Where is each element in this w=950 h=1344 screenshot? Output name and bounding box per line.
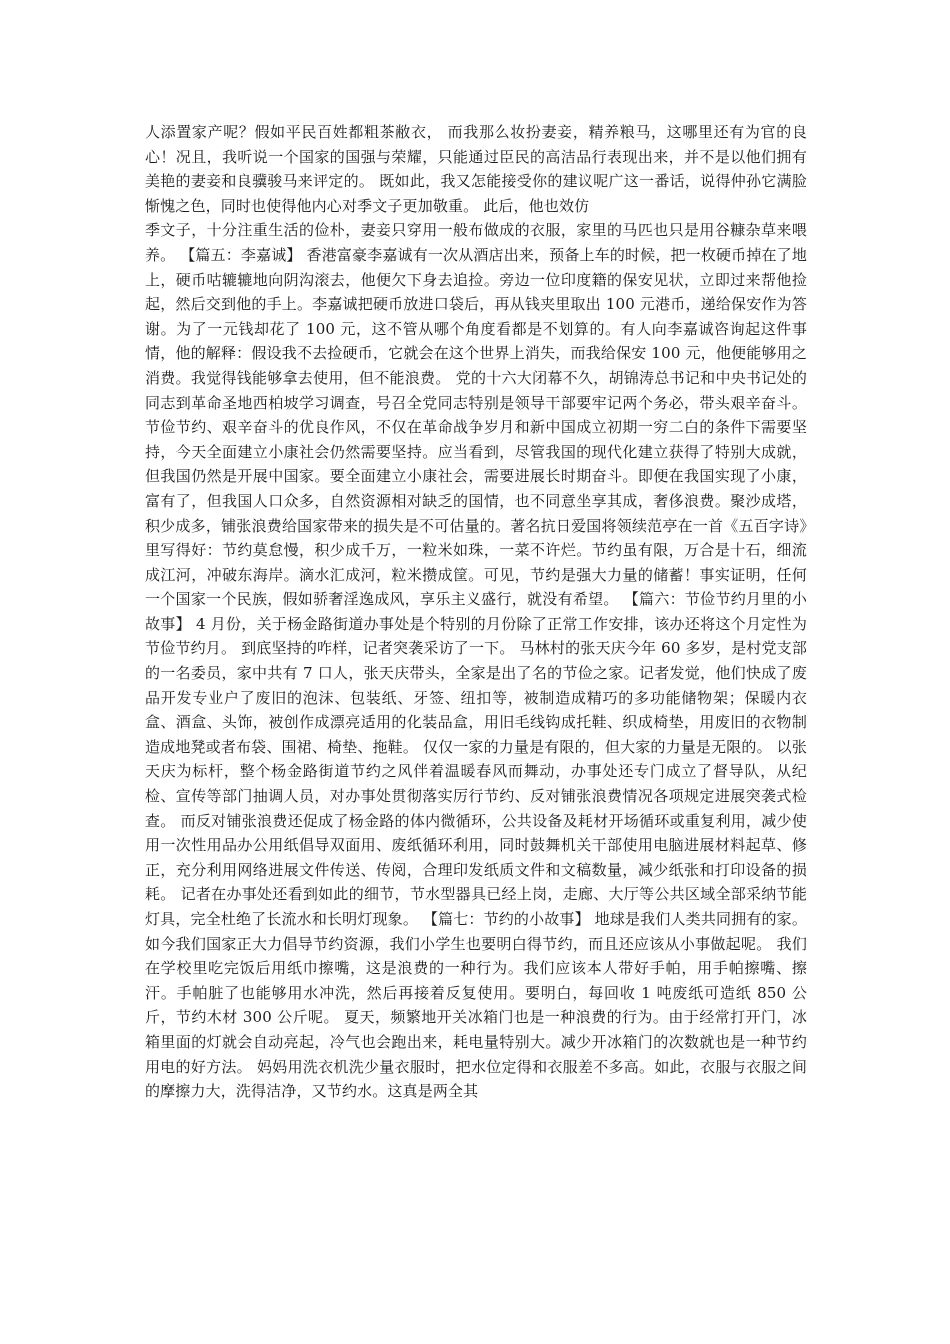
body-paragraph: 季文子，十分注重生活的俭朴，妻妾只穿用一般布做成的衣服，家里的马匹也只是用谷糠杂草来喂养。 【篇五：李嘉诚】 香港富豪李嘉诚有一次从酒店出来，预备上车的时候，把一枚硬币掉在了地上，硬币咕辘辘地向阴沟滚去，他便欠下身去追捡。旁边一位印度籍的保安见状，立即过来帮他捡起，然后交到他的手上。李嘉诚把硬币放进口袋后，再从钱夹里取出 100 元港币，递给保安作为答谢。为了一元钱却花了 100 元，这不管从哪个角度看都是不划算的。有人向李嘉诚咨询起这件事情，他的解释：假设我不去捡硬币，它就会在这个世界上消失，而我给保安 100 元，他便能够用之消费。我觉得钱能够拿去使用，但不能浪费。 党的十六大闭幕不久，胡锦涛总书记和中央书记处的同志到革命圣地西柏坡学习调查，号召全党同志特别是领导干部要牢记两个务必，带头艰辛奋斗。节俭节约、艰辛奋斗的优良作风，不仅在革命战争岁月和新中国成立初期一穷二白的条件下需要坚持，今天全面建立小康社会仍然需要坚持。应当看到，尽管我国的现代化建立获得了特别大成就，但我国仍然是开展中国家。要全面建立小康社会，需要进展长时期奋斗。即便在我国实现了小康，富有了，但我国人口众多，自然资源相对缺乏的国情，也不同意坐享其成，奢侈浪费。聚沙成塔，积少成多，铺张浪费给国家带来的损失是不可估量的。著名抗日爱国将领续范亭在一首《五百字诗》里写得好：节约莫怠慢，积少成千万，一粒米如珠，一菜不许烂。节约虽有限，万合是十石，细流成江河，冲破东海岸。滴水汇成河，粒米攒成筐。可见，节约是强大力量的储蓄！事实证明，任何一个国家一个民族，假如骄奢淫逸成风，享乐主义盛行，就没有希望。 【篇六：节俭节约月里的小故事】 4 月份，关于杨金路街道办事处是个特别的月份除了正常工作安排，该办还将这个月定性为节俭节约月。 到底坚持的咋样，记者突袭采访了一下。 马林村的张天庆今年 60 多岁，是村党支部的一名委员，家中共有 7 口人，张天庆带头，全家是出了名的节俭之家。记者发觉，他们快成了废品开发专业户了废旧的泡沫、包装纸、牙签、纽扣等，被制造成精巧的多功能储物架；保暖内衣盒、酒盒、头饰，被创作成漂亮适用的化装品盒，用旧毛线钩成托鞋、织成椅垫，用废旧的衣物制造成地凳或者布袋、围裙、椅垫、拖鞋。 仅仅一家的力量是有限的，但大家的力量是无限的。 以张天庆为标杆，整个杨金路街道节约之风伴着温暖春风而舞动，办事处还专门成立了督导队，从纪检、宣传等部门抽调人员，对办事处贯彻落实厉行节约、反对铺张浪费情况各项规定进展突袭式检查。 而反对铺张浪费还促成了杨金路的体内微循环，公共设备及耗材开场循环或重复利用，减少使用一次性用品办公用纸倡导双面用、废纸循环利用，同时鼓舞机关干部使用电脑进展材料起草、修正，充分利用网络进展文件传送、传阅，合理印发纸质文件和文稿数量，减少纸张和打印设备的损耗。 记者在办事处还看到如此的细节，节水型器具已经上岗，走廊、大厅等公共区域全部采纳节能灯具，完全杜绝了长流水和长明灯现象。 【篇七：节约的小故事】 地球是我们人类共同拥有的家。如今我们国家正大力倡导节约资源，我们小学生也要明白得节约，而且还应该从小事做起呢。 我们在学校里吃完饭后用纸巾擦嘴，这是浪费的一种行为。我们应该本人带好手帕，用手帕擦嘴、擦汗。手帕脏了也能够用水冲洗，然后再接着反复使用。要明白，每回收 1 吨废纸可造纸 850 公斤，节约木材 300 公斤呢。 夏天，频繁地开关冰箱门也是一种浪费的行为。由于经常打开门，冰箱里面的灯就会自动亮起，冷气也会跑出来，耗电量特别大。减少开冰箱门的次数就也是一种节约用电的好方法。 妈妈用洗衣机洗少量衣服时，把水位定得和衣服差不多高。如此，衣服与衣服之间的摩擦力大，洗得洁净，又节约水。这真是两全其: [145, 221, 807, 1101]
body-paragraph: 人添置家产呢？假如平民百姓都粗茶敝衣， 而我那么妆扮妻妾，精养粮马，这哪里还有为官的良心！况且，我听说一个国家的国强与荣耀，只能通过臣民的高洁品行表现出来，并不是以他们拥有美艳的妻妾和良骥骏马来评定的。 既如此，我又怎能接受你的建议呢广这一番话，说得仲孙它满脸惭愧之色，同时也使得他内心对季文子更加敬重。 此后，他也效仿: [145, 123, 807, 215]
document-page: [145, 120, 807, 1104]
